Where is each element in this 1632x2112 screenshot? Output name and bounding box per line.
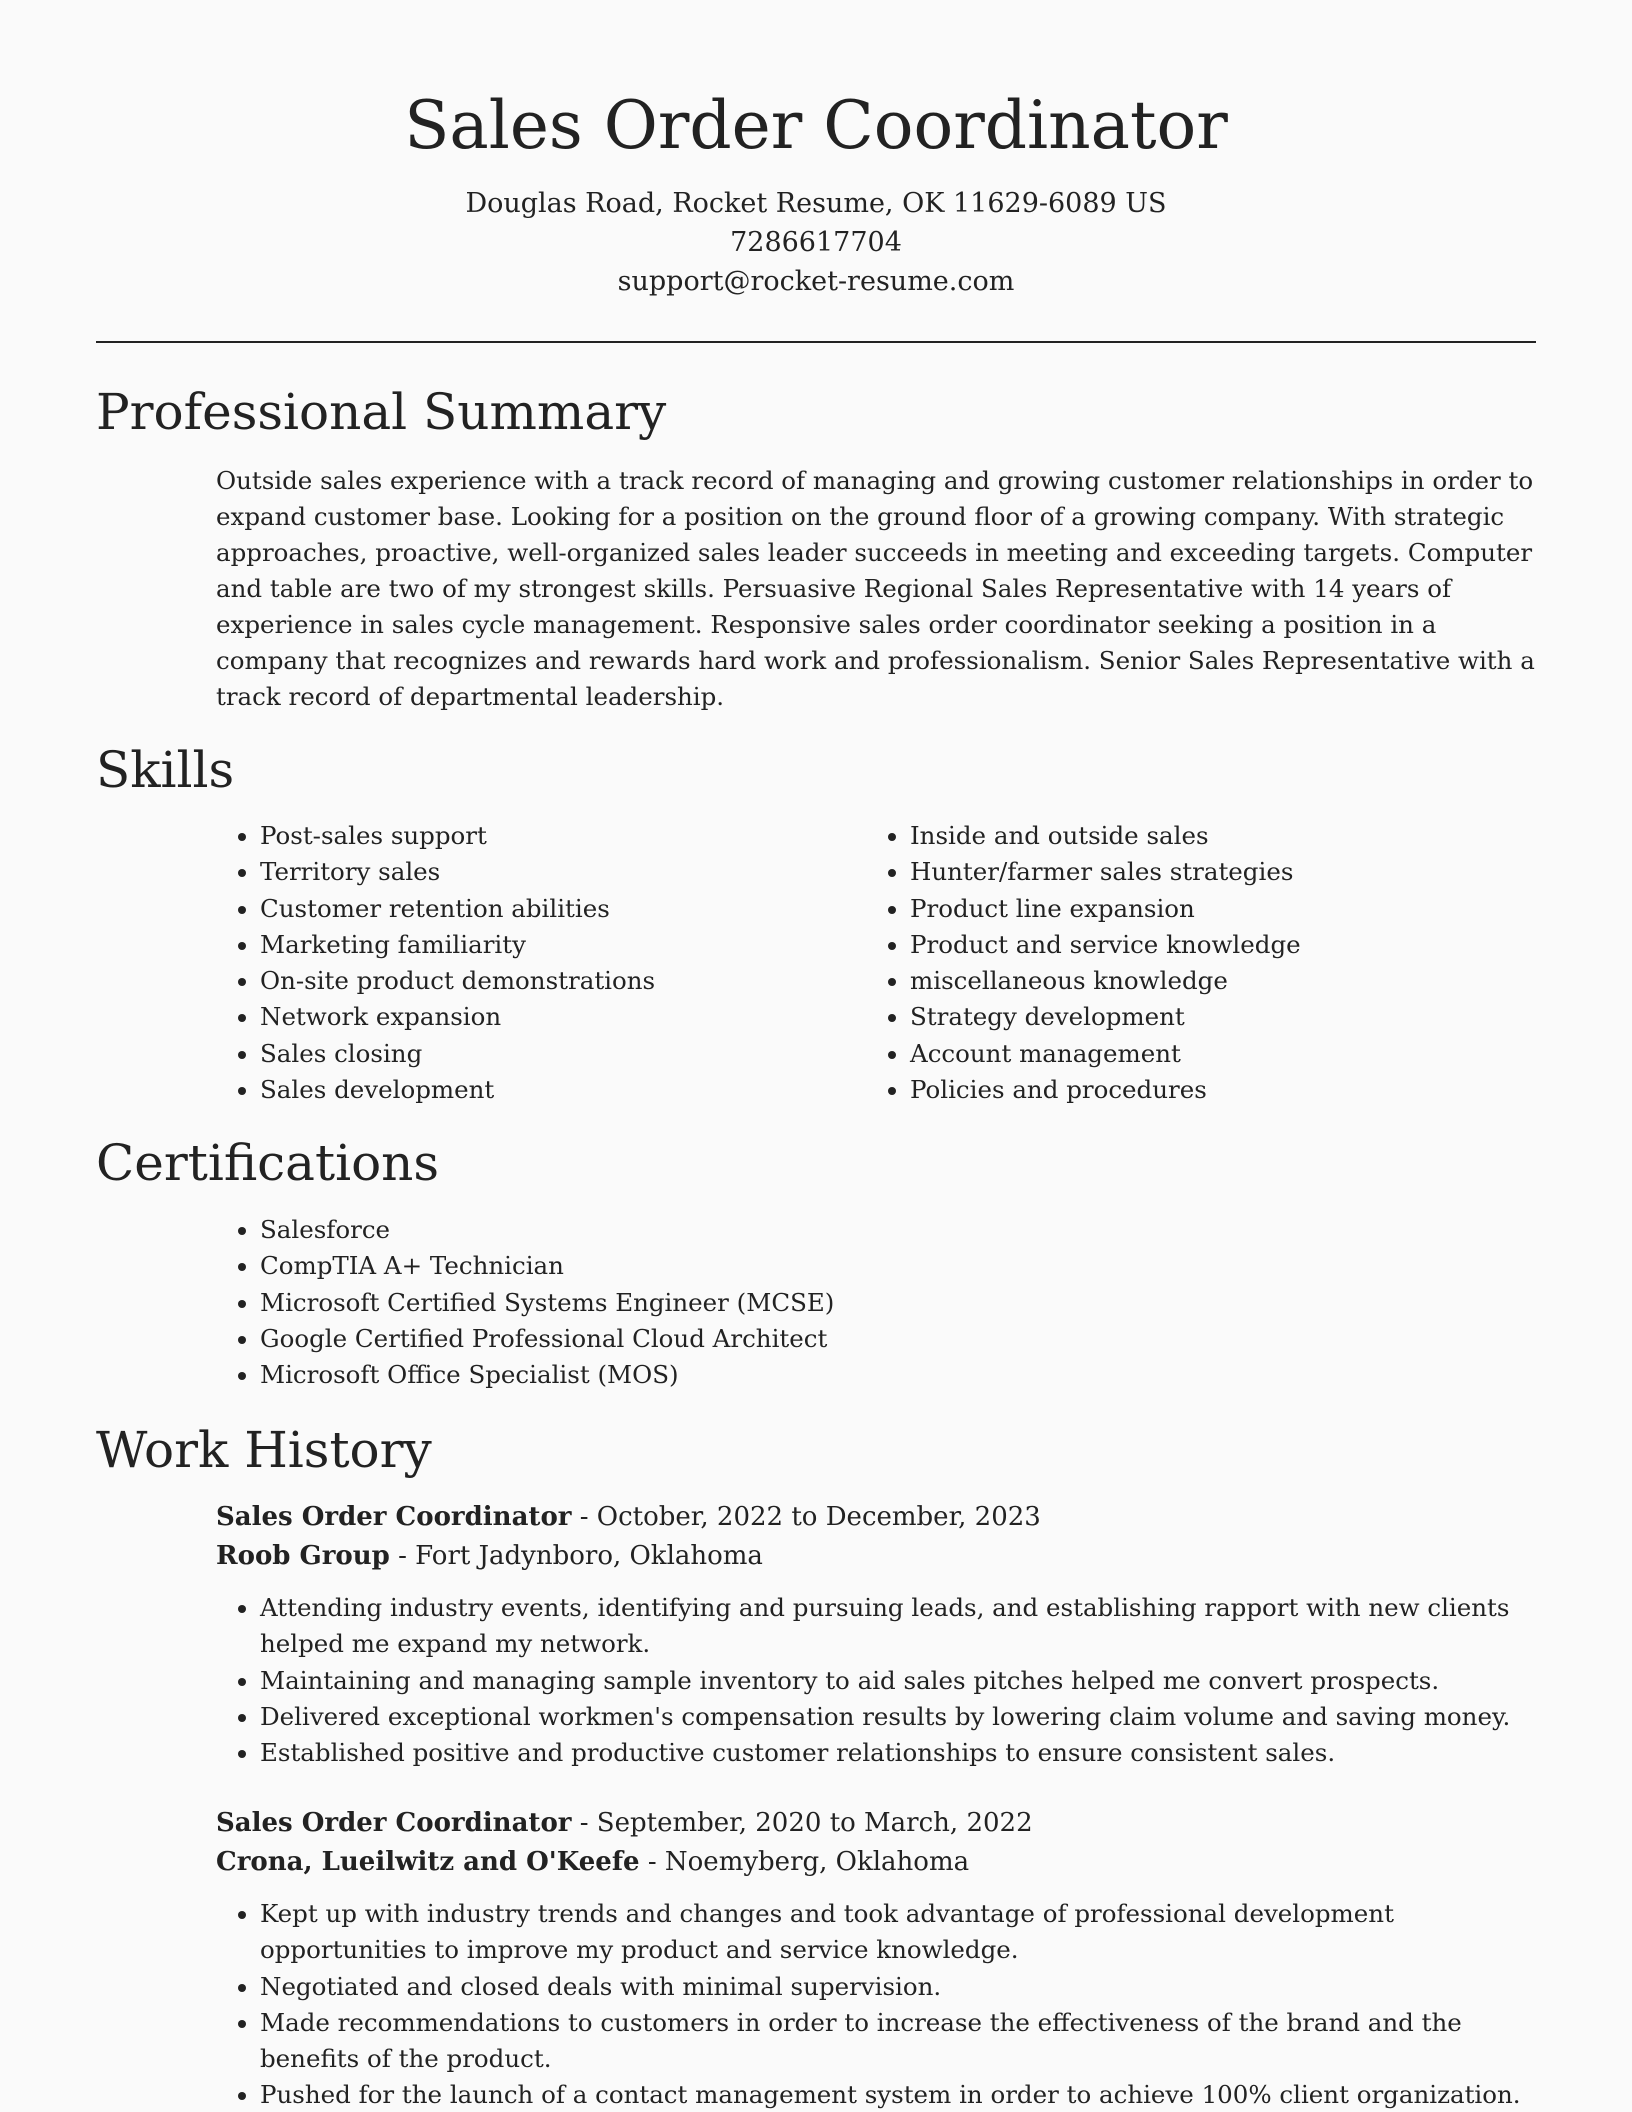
list-item: • Sales development xyxy=(260,1072,816,1108)
contact-block xyxy=(96,184,1536,301)
list-item: • Microsoft Office Specialist (MOS) xyxy=(260,1357,1216,1393)
job-location: - Fort Jadynboro, Oklahoma xyxy=(389,1541,763,1571)
summary-text: Outside sales experience with a track record of managing and growing customer relationships in order to expand customer base. Looking for a position on the ground floor of a growing company. With strategic approaches, proactive, well-organized sales leader succeeds in meeting and exceeding targets. Computer and table are two of my strongest skills. Persuasive Regional Sales Representative with 14 years of experience in sales cycle management. Responsive sales order coordinator seeking a position in a company that recognizes and rewards hard work and professionalism. Senior Sales Representative with a track record of departmental leadership. xyxy=(216,466,1535,711)
contact-address: Douglas Road, Rocket Resume, OK 11629-6089 US xyxy=(465,188,1167,219)
job-bullets xyxy=(216,1590,1536,1771)
list-item: • Product line expansion xyxy=(910,891,1516,927)
job-role: Sales Order Coordinator xyxy=(216,1502,572,1532)
skills-list-left xyxy=(216,818,816,1108)
header-divider xyxy=(96,341,1536,343)
candidate-name: Sales Order Coordinator xyxy=(404,87,1228,164)
list-item: • Google Certified Professional Cloud Architect xyxy=(260,1321,1216,1357)
list-item: • Delivered exceptional workmen's compensation results by lowering claim volume and saving money. xyxy=(260,1699,1536,1735)
list-item: • Policies and procedures xyxy=(910,1072,1516,1108)
list-item: • Negotiated and closed deals with minimal supervision. xyxy=(260,1969,1536,2005)
contact-phone: 7286617704 xyxy=(730,227,902,258)
job-entry xyxy=(216,1804,1536,2112)
work-history-heading: Work History xyxy=(96,1421,432,1479)
skills-list-right xyxy=(866,818,1516,1108)
job-company: Crona, Lueilwitz and O'Keefe xyxy=(216,1847,640,1877)
skills-heading: Skills xyxy=(96,741,235,799)
list-item: • Inside and outside sales xyxy=(910,818,1516,854)
list-item: • Salesforce xyxy=(260,1212,1216,1248)
list-item: • Network expansion xyxy=(260,999,816,1035)
job-bullets xyxy=(216,1896,1536,2112)
list-item: • miscellaneous knowledge xyxy=(910,963,1516,999)
job-company-line xyxy=(216,1843,1536,1882)
list-item: • Maintaining and managing sample inventory to aid sales pitches helped me convert prospects. xyxy=(260,1663,1536,1699)
list-item: • On-site product demonstrations xyxy=(260,963,816,999)
list-item: • CompTIA A+ Technician xyxy=(260,1248,1216,1284)
contact-email: support@rocket-resume.com xyxy=(617,266,1015,297)
skills-column-right xyxy=(866,818,1516,1108)
list-item: • Post-sales support xyxy=(260,818,816,854)
list-item: • Attending industry events, identifying and pursuing leads, and establishing rapport with new clients helped me expand my network. xyxy=(260,1590,1536,1663)
list-item: • Product and service knowledge xyxy=(910,927,1516,963)
list-item: • Microsoft Certified Systems Engineer (MCSE) xyxy=(260,1285,1216,1321)
job-location: - Noemyberg, Oklahoma xyxy=(639,1847,970,1877)
skills-column-left xyxy=(216,818,816,1108)
job-dates: - October, 2022 to December, 2023 xyxy=(571,1502,1041,1532)
list-item: • Established positive and productive customer relationships to ensure consistent sales. xyxy=(260,1735,1536,1771)
certifications-heading: Certifications xyxy=(96,1134,440,1192)
list-item: • Sales closing xyxy=(260,1036,816,1072)
job-title-line xyxy=(216,1804,1536,1843)
list-item: • Made recommendations to customers in order to increase the effectiveness of the brand and the benefits of the product. xyxy=(260,2005,1536,2078)
job-entry xyxy=(216,1498,1536,1771)
list-item: • Territory sales xyxy=(260,854,816,890)
list-item: • Marketing familiarity xyxy=(260,927,816,963)
job-dates: - September, 2020 to March, 2022 xyxy=(571,1808,1033,1838)
job-company-line xyxy=(216,1537,1536,1576)
certifications-list xyxy=(216,1212,1216,1393)
certifications-list-container xyxy=(216,1212,1216,1393)
list-item: • Hunter/farmer sales strategies xyxy=(910,854,1516,890)
job-title-line xyxy=(216,1498,1536,1537)
summary-heading: Professional Summary xyxy=(96,383,667,441)
list-item: • Customer retention abilities xyxy=(260,891,816,927)
resume-header xyxy=(96,82,1536,301)
list-item: • Pushed for the launch of a contact management system in order to achieve 100% client organization. xyxy=(260,2077,1536,2112)
list-item: • Strategy development xyxy=(910,999,1516,1035)
job-company: Roob Group xyxy=(216,1541,390,1571)
job-role: Sales Order Coordinator xyxy=(216,1808,572,1838)
list-item: • Kept up with industry trends and changes and took advantage of professional development opportunities to improve my product and service knowledge. xyxy=(260,1896,1536,1969)
list-item: • Account management xyxy=(910,1036,1516,1072)
